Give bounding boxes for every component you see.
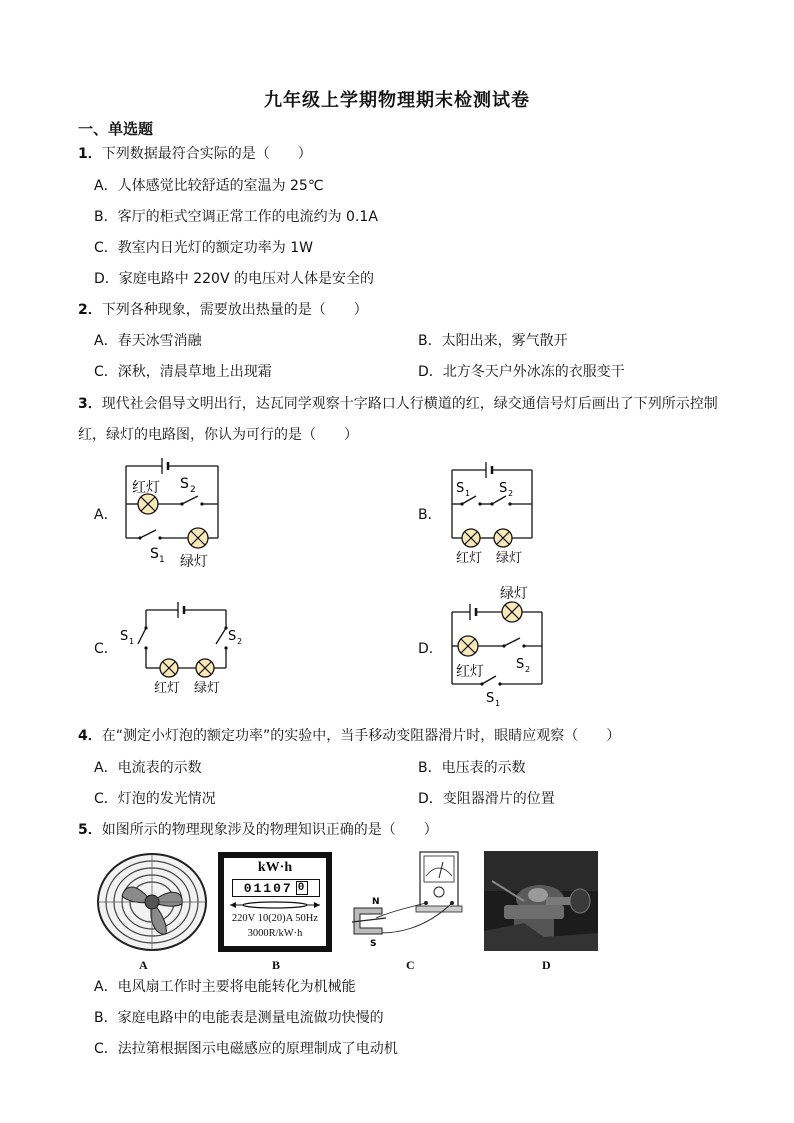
lamp-icon (458, 636, 478, 656)
question-3-line-2: 红，绿灯的电路图，你认为可行的是（ ） (78, 427, 358, 443)
q3-option-d-label: D． (418, 641, 443, 657)
q2-option-b: B．太阳出来，雾气散开 (418, 333, 568, 349)
question-stem: 下列各种现象，需要放出热量的是（ ） (101, 302, 368, 318)
q1-option-b: B．客厅的柜式空调正常工作的电流约为 0.1A (94, 209, 378, 225)
q4-option-b: B．电压表的示数 (418, 760, 526, 776)
q3-option-b-label: B． (418, 507, 442, 523)
switch-label: S (150, 546, 159, 562)
switch-subscript: 2 (190, 485, 196, 495)
green-lamp-label: 绿灯 (180, 554, 208, 570)
q4-option-a: A．电流表的示数 (94, 760, 202, 776)
q5-option-c: C．法拉第根据图示电磁感应的原理制成了电动机 (94, 1041, 398, 1057)
q5-option-a: A．电风扇工作时主要将电能转化为机械能 (94, 979, 356, 995)
circuit-a-diagram (118, 454, 228, 574)
switch-label: S (120, 629, 129, 644)
meter-disc-icon (228, 898, 322, 912)
electric-fan-picture (96, 852, 208, 954)
question-2 (78, 300, 368, 320)
q3-option-a-label: A． (94, 507, 118, 523)
question-number: 4． (78, 728, 102, 744)
lamp-icon (494, 529, 512, 547)
lamp-icon (160, 659, 178, 677)
switch-label: S (180, 476, 189, 492)
question-number: 3． (78, 396, 102, 412)
lamp-icon (502, 602, 522, 622)
q2-option-c: C．深秋，清晨草地上出现霜 (94, 364, 272, 380)
q3-option-c-label: C． (94, 641, 118, 657)
switch-label: S (499, 481, 508, 496)
q1-option-a: A．人体感觉比较舒适的室温为 25℃ (94, 178, 324, 194)
meter-spec: 220V 10(20)A 50Hz (231, 913, 319, 924)
red-lamp-label: 红灯 (456, 664, 484, 680)
switch-subscript: 1 (159, 555, 165, 565)
switch-label: S (228, 629, 237, 644)
question-stem: 下列数据最符合实际的是（ ） (101, 146, 312, 162)
circuit-d-diagram (446, 582, 556, 710)
question-3 (78, 394, 718, 414)
question-number: 5． (78, 822, 102, 838)
electricity-meter-picture (218, 852, 332, 952)
green-lamp-label: 绿灯 (496, 551, 523, 566)
q1-option-c: C．教室内日光灯的额定功率为 1W (94, 240, 313, 256)
north-pole-label: N (372, 897, 380, 907)
q2-option-d: D．北方冬天户外冰冻的衣服变干 (418, 364, 625, 380)
picture-caption-c: C (406, 958, 415, 972)
lamp-icon (462, 529, 480, 547)
meter-last-digit: 0 (297, 882, 307, 894)
meter-unit: kW·h (257, 860, 293, 875)
meter-digits: 01107 (243, 880, 293, 896)
page-title: 九年级上学期物理期末检测试卷 (264, 90, 530, 111)
section-heading: 一、单选题 (78, 120, 154, 138)
question-stem-line-1: 现代社会倡导文明出行，达瓦同学观察十字路口人行横道的红，绿交通信号灯后画出了下列所示控制 (101, 396, 718, 412)
q4-option-d: D．变阻器滑片的位置 (418, 791, 555, 807)
question-number: 2． (78, 302, 102, 318)
circuit-c-diagram (118, 598, 243, 702)
picture-caption-b: B (272, 958, 281, 972)
switch-subscript: 1 (495, 699, 501, 708)
question-1 (78, 144, 312, 164)
meter-counter (232, 879, 320, 897)
switch-subscript: 1 (465, 489, 471, 498)
green-lamp-label: 绿灯 (500, 586, 528, 602)
question-5 (78, 820, 438, 840)
switch-subscript: 2 (237, 637, 243, 646)
meter-revolutions: 3000R/kW·h (247, 928, 303, 939)
lamp-icon (188, 528, 208, 548)
red-lamp-label: 红灯 (132, 480, 160, 496)
q1-option-d: D．家庭电路中 220V 的电压对人体是安全的 (94, 271, 374, 287)
question-stem: 如图所示的物理现象涉及的物理知识正确的是（ ） (101, 822, 438, 838)
question-stem: 在“测定小灯泡的额定功率”的实验中，当手移动变阻器滑片时，眼睛应观察（ ） (101, 728, 621, 744)
experiment-photo (484, 851, 598, 951)
switch-label: S (456, 481, 465, 496)
q4-option-c: C．灯泡的发光情况 (94, 791, 216, 807)
picture-caption-a: A (139, 958, 148, 972)
green-lamp-label: 绿灯 (194, 681, 221, 696)
red-lamp-label: 红灯 (456, 551, 483, 566)
lamp-icon (138, 494, 158, 514)
question-4 (78, 726, 620, 746)
switch-label: S (486, 691, 495, 706)
switch-subscript: 1 (129, 637, 135, 646)
circuit-b-diagram (446, 458, 546, 568)
q5-option-b: B．家庭电路中的电能表是测量电流做功快慢的 (94, 1010, 384, 1026)
picture-caption-d: D (542, 958, 551, 972)
q2-option-a: A．春天冰雪消融 (94, 333, 202, 349)
south-pole-label: S (370, 939, 377, 949)
electromagnetic-induction-picture (346, 848, 474, 952)
switch-subscript: 2 (508, 489, 514, 498)
switch-subscript: 2 (525, 665, 531, 674)
switch-label: S (516, 657, 525, 672)
question-number: 1． (78, 146, 102, 162)
red-lamp-label: 红灯 (154, 681, 181, 696)
lamp-icon (196, 659, 214, 677)
